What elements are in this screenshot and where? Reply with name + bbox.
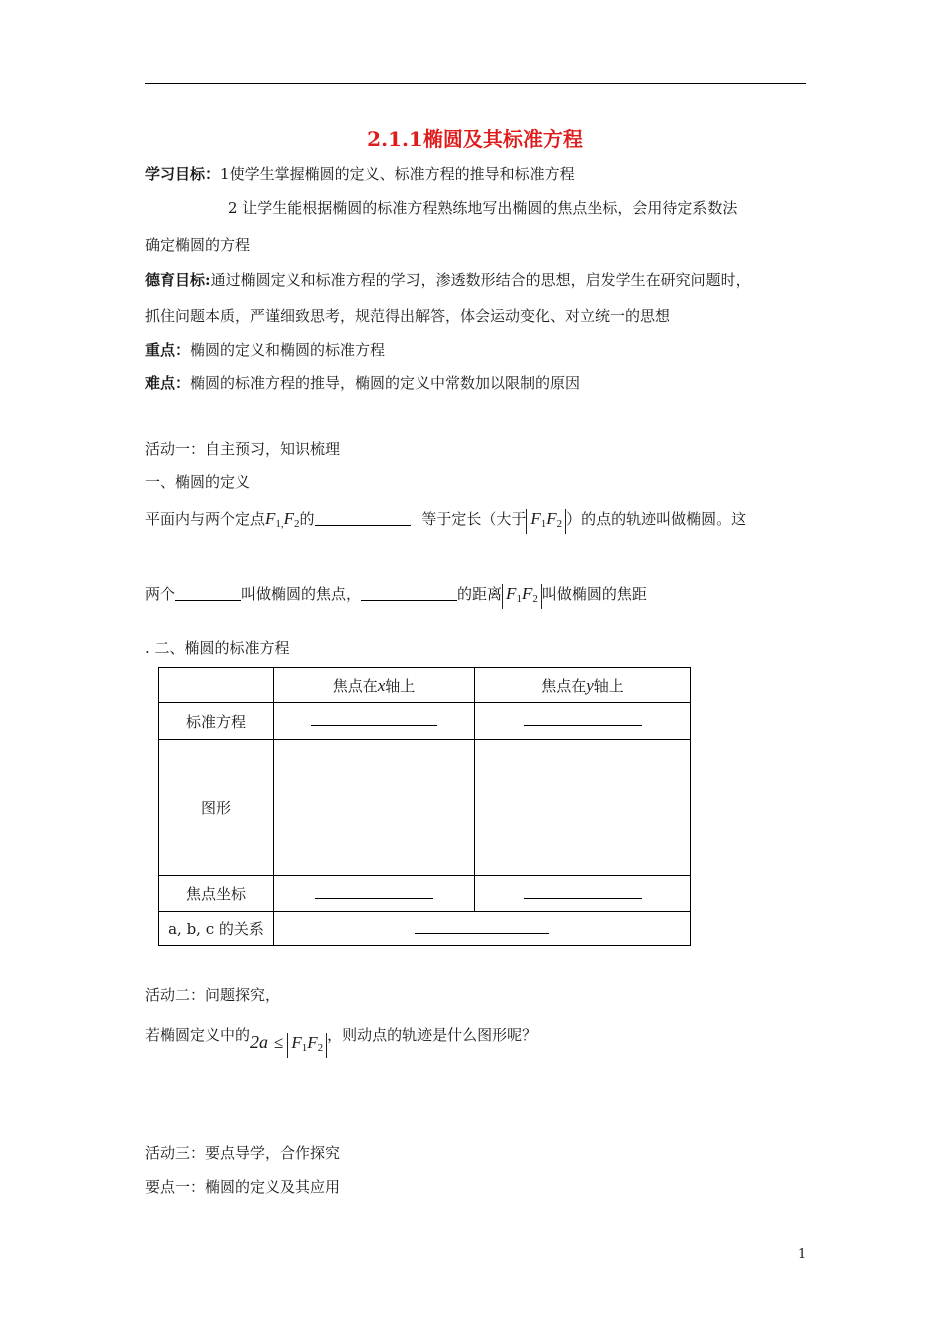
key-text: 椭圆的定义和椭圆的标准方程 <box>190 341 386 359</box>
def-text-c: 等于定长（大于 <box>421 510 527 528</box>
foci-text-c: 的距离 <box>457 585 503 603</box>
table-row <box>159 876 691 912</box>
definition-blank-1[interactable] <box>315 525 411 526</box>
header-focus-x: 焦点在x轴上 <box>274 668 475 703</box>
goal-2-continuation: 确定椭圆的方程 <box>145 236 251 254</box>
table-row <box>159 703 691 740</box>
goal-1-text: 1使学生掌握椭圆的定义、标准方程的推导和标准方程 <box>220 165 575 183</box>
def-text-d: ）的点的轨迹叫做椭圆。这 <box>566 510 747 528</box>
activity-2-heading: 活动二：问题探究， <box>145 986 281 1004</box>
math-abs-f1f2: $F_1F_2$ <box>526 509 566 534</box>
moral-colon: : <box>205 271 211 289</box>
moral-text-1: 通过椭圆定义和标准方程的学习，渗透数形结合的思想，启发学生在研究问题时， <box>210 271 751 289</box>
row-label-graph: 图形 <box>159 740 274 876</box>
header-focus-y: 焦点在y轴上 <box>475 668 691 703</box>
foci-text-d: 叫做椭圆的焦距 <box>541 585 647 603</box>
goals-colon: ： <box>205 165 221 183</box>
table-row <box>159 912 691 946</box>
math-abs-f1f2-3: $F_1F_2$ <box>287 1033 327 1058</box>
moral-label: 德育目标 <box>145 271 206 289</box>
difficult-colon: ： <box>175 374 191 392</box>
math-f1-f2: $F_{1,}F_2$ <box>265 509 300 530</box>
row-label-relation: a, b, c 的关系 <box>159 912 274 946</box>
document-title: 2.1.1椭圆及其标准方程 <box>367 127 583 151</box>
key-label: 重点 <box>145 341 176 359</box>
point-1-heading: 要点一：椭圆的定义及其应用 <box>145 1178 341 1196</box>
question-text-b: ，则动点的轨迹是什么图形呢？ <box>327 1026 538 1044</box>
def-text-a: 平面内与两个定点 <box>145 510 266 528</box>
foci-text-b: 叫做椭圆的焦点， <box>241 585 362 603</box>
foci-text-a: 两个 <box>145 585 176 603</box>
math-abs-f1f2-2: $F_1F_2$ <box>502 584 542 609</box>
difficult-point-line <box>145 372 580 393</box>
activity-1-heading: 活动一：自主预习，知识梳理 <box>145 440 341 458</box>
table-row <box>159 740 691 876</box>
difficult-label: 难点 <box>145 374 176 392</box>
relation-blank[interactable] <box>274 912 691 946</box>
math-le: ≤ <box>274 1033 284 1052</box>
foci-blank-2[interactable] <box>361 600 457 601</box>
moral-text-2: 抓住问题本质，严谨细致思考，规范得出解答，体会运动变化、对立统一的思想 <box>145 307 671 325</box>
equation-x-blank[interactable] <box>274 703 475 740</box>
foci-x-blank[interactable] <box>274 876 475 912</box>
graph-y-area[interactable] <box>475 740 691 876</box>
key-colon: ： <box>175 341 191 359</box>
math-2a: 2a <box>250 1032 269 1052</box>
page-number: 1 <box>798 1247 807 1262</box>
question-text-a: 若椭圆定义中的 <box>145 1026 251 1044</box>
moral-goals-line1 <box>145 269 751 290</box>
section-2-heading: . 二、椭圆的标准方程 <box>145 639 290 657</box>
standard-equation-table <box>158 667 691 946</box>
foci-y-blank[interactable] <box>475 876 691 912</box>
row-label-equation: 标准方程 <box>159 703 274 740</box>
foci-blank-1[interactable] <box>175 600 241 601</box>
def-text-b: 的 <box>299 510 315 528</box>
activity-3-heading: 活动三：要点导学，合作探究 <box>145 1144 341 1162</box>
definition-line <box>145 508 746 534</box>
header-rule <box>145 83 806 84</box>
graph-x-area[interactable] <box>274 740 475 876</box>
difficult-text: 椭圆的标准方程的推导，椭圆的定义中常数加以限制的原因 <box>190 374 581 392</box>
goals-label: 学习目标 <box>145 165 206 183</box>
table-corner-cell <box>159 668 274 703</box>
learning-goals-line1 <box>145 163 575 184</box>
section-1-heading: 一、椭圆的定义 <box>145 473 251 491</box>
goal-2-text: 2 让学生能根据椭圆的标准方程熟练地写出椭圆的焦点坐标，会用待定系数法 <box>228 199 738 217</box>
key-point-line <box>145 339 385 360</box>
foci-line <box>145 583 647 609</box>
table-header-row <box>159 668 691 703</box>
row-label-foci: 焦点坐标 <box>159 876 274 912</box>
question-line <box>145 1024 538 1054</box>
equation-y-blank[interactable] <box>475 703 691 740</box>
